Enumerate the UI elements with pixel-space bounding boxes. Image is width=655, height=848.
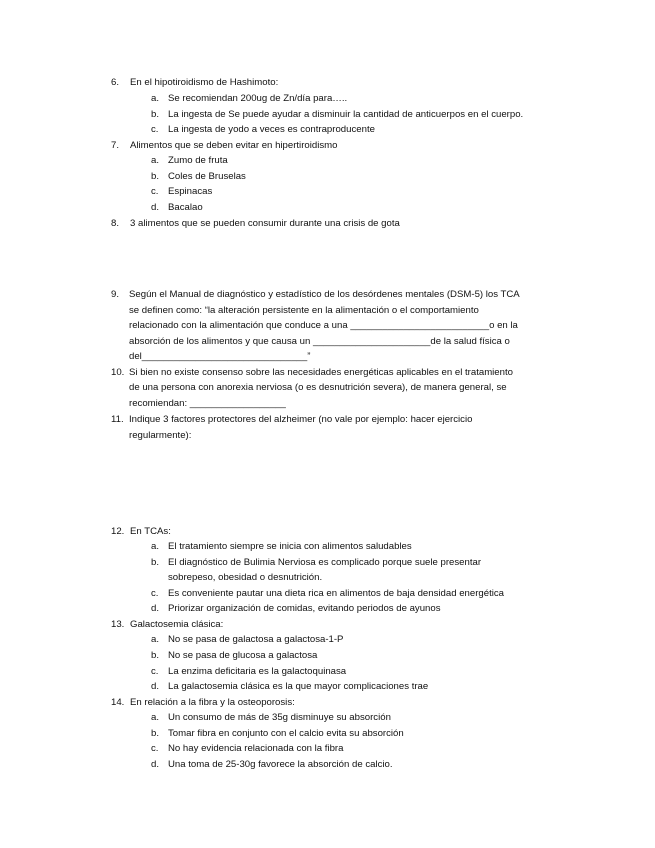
option-letter: a. — [151, 93, 160, 104]
option-text: Zumo de fruta — [168, 155, 228, 166]
question-text-line: de una persona con anorexia nerviosa (o es desnutrición severa), de manera general, se — [129, 382, 507, 393]
option-text: La ingesta de yodo a veces es contraproducente — [168, 124, 375, 135]
question-text-line: Según el Manual de diagnóstico y estadístico de los desórdenes mentales (DSM-5) los TCA — [129, 289, 520, 300]
question-number: 12. — [111, 526, 125, 537]
question-text-line: del_______________________________” — [129, 351, 311, 362]
option-text: El diagnóstico de Bulimia Nerviosa es complicado porque suele presentar — [168, 557, 482, 568]
option-letter: d. — [151, 202, 160, 213]
option-text: El tratamiento siempre se inicia con alimentos saludables — [168, 541, 412, 552]
question-text-line: Indique 3 factores protectores del alzheimer (no vale por ejemplo: hacer ejercicio — [129, 414, 473, 425]
option-text: Una toma de 25-30g favorece la absorción de calcio. — [168, 759, 393, 770]
option-text: Se recomiendan 200ug de Zn/día para….. — [168, 93, 348, 104]
question-text: En relación a la fibra y la osteoporosis: — [130, 697, 295, 708]
option-letter: d. — [151, 681, 160, 692]
option-text: Coles de Bruselas — [168, 171, 246, 182]
option-letter: c. — [151, 186, 159, 197]
question-text-line: absorción de los alimentos y que causa un ______________________de la salud física o — [129, 336, 510, 347]
question-text-line: regularmente): — [129, 430, 192, 441]
question-number: 13. — [111, 619, 125, 630]
option-letter: a. — [151, 712, 160, 723]
option-letter: a. — [151, 541, 160, 552]
option-letter: b. — [151, 557, 160, 568]
question-number: 7. — [111, 140, 120, 151]
question-number: 9. — [111, 289, 120, 300]
question-number: 10. — [111, 367, 125, 378]
option-letter: b. — [151, 171, 160, 182]
option-letter: b. — [151, 728, 160, 739]
question-text: En TCAs: — [130, 526, 171, 537]
option-letter: c. — [151, 124, 159, 135]
question-text-line: recomiendan: __________________ — [129, 398, 286, 409]
question-text-line: relacionado con la alimentación que conduce a una __________________________o en la — [129, 320, 518, 331]
option-letter: c. — [151, 588, 159, 599]
question-text: Galactosemia clásica: — [130, 619, 224, 630]
question-number: 8. — [111, 218, 120, 229]
question-text: 3 alimentos que se pueden consumir durante una crisis de gota — [130, 218, 400, 229]
option-letter: c. — [151, 666, 159, 677]
option-text: La ingesta de Se puede ayudar a disminuir la cantidad de anticuerpos en el cuerpo. — [168, 109, 524, 120]
question-number: 14. — [111, 697, 125, 708]
option-letter: a. — [151, 155, 160, 166]
option-text: sobrepeso, obesidad o desnutrición. — [168, 572, 323, 583]
option-text: Un consumo de más de 35g disminuye su absorción — [168, 712, 391, 723]
option-text: No se pasa de galactosa a galactosa-1-P — [168, 634, 344, 645]
option-letter: d. — [151, 759, 160, 770]
question-number: 11. — [111, 414, 124, 425]
option-letter: b. — [151, 650, 160, 661]
option-text: Bacalao — [168, 202, 203, 213]
option-text: Es conveniente pautar una dieta rica en alimentos de baja densidad energética — [168, 588, 505, 599]
option-text: No hay evidencia relacionada con la fibra — [168, 743, 344, 754]
option-text: Espinacas — [168, 186, 213, 197]
question-text: Alimentos que se deben evitar en hipertiroidismo — [130, 140, 338, 151]
question-number: 6. — [111, 77, 120, 88]
option-letter: c. — [151, 743, 159, 754]
option-text: La enzima deficitaria es la galactoquinasa — [168, 666, 347, 677]
option-text: Tomar fibra en conjunto con el calcio evita su absorción — [168, 728, 404, 739]
option-text: No se pasa de glucosa a galactosa — [168, 650, 318, 661]
option-text: La galactosemia clásica es la que mayor complicaciones trae — [168, 681, 429, 692]
option-letter: d. — [151, 603, 160, 614]
option-letter: a. — [151, 634, 160, 645]
option-text: Priorizar organización de comidas, evitando periodos de ayunos — [168, 603, 441, 614]
option-letter: b. — [151, 109, 160, 120]
question-text-line: se definen como: “la alteración persistente en la alimentación o el comportamiento — [129, 305, 479, 316]
question-text-line: Si bien no existe consenso sobre las necesidades energéticas aplicables en el tratamiento — [129, 367, 513, 378]
question-text: En el hipotiroidismo de Hashimoto: — [130, 77, 279, 88]
